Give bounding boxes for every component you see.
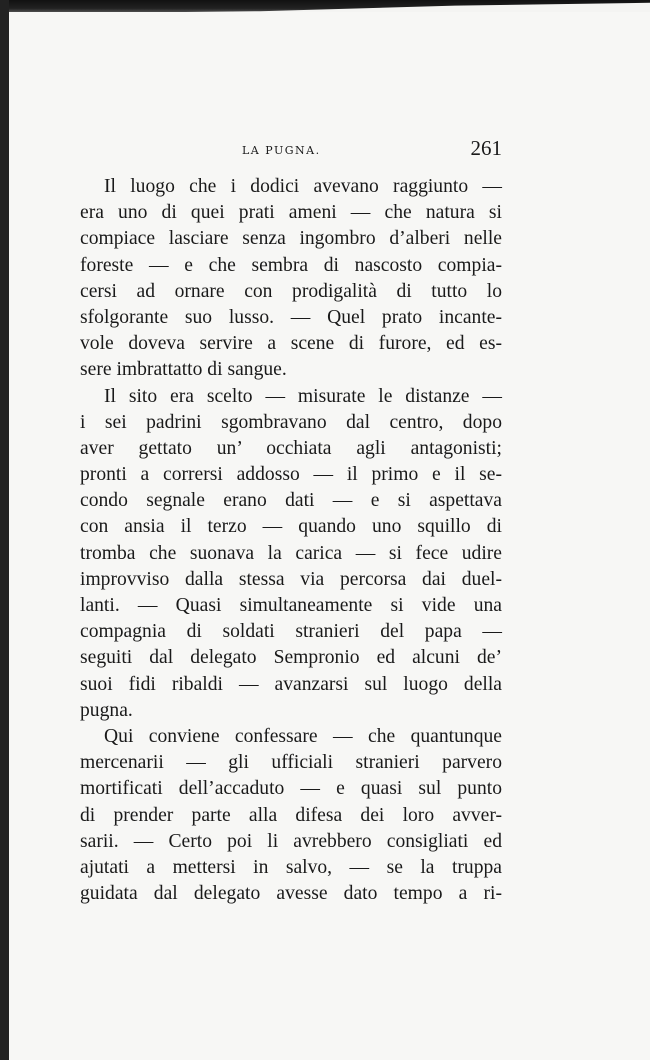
paragraph-1	[80, 174, 502, 384]
paragraph-2	[80, 384, 502, 724]
text-line: aver gettato un’ occhiata agli antagonisti;	[80, 437, 502, 459]
text-line: seguiti dal delegato Sempronio ed alcuni de’	[80, 647, 502, 669]
text-line: suoi fidi ribaldi — avanzarsi sul luogo della	[80, 673, 502, 695]
text-line: Qui conviene confessare — che quantunque	[104, 725, 502, 747]
page-header	[78, 136, 502, 166]
text-line: foreste — e che sembra di nascosto compia-	[80, 254, 502, 276]
scan-left-edge-shadow	[0, 0, 9, 1060]
text-line: tromba che suonava la carica — si fece udire	[80, 542, 502, 564]
text-line: lanti. — Quasi simultaneamente si vide una	[80, 595, 502, 616]
text-line: sfolgorante suo lusso. — Quel prato incante-	[80, 306, 502, 328]
text-line: sarii. — Certo poi li avrebbero consigliati ed	[80, 830, 502, 852]
running-head: LA PUGNA.	[242, 144, 321, 157]
text-line: pronti a corrersi addosso — il primo e il se-	[80, 464, 502, 486]
text-line: i sei padrini sgombravano dal centro, dopo	[80, 411, 502, 433]
text-line: mercenarii — gli ufficiali stranieri parvero	[80, 752, 502, 774]
text-line: di prender parte alla difesa dei loro avver-	[80, 804, 502, 826]
text-line: cersi ad ornare con prodigalità di tutto lo	[80, 280, 502, 302]
text-line: ajutati a mettersi in salvo, — se la truppa	[80, 856, 502, 878]
text-line: compagnia di soldati stranieri del papa —	[80, 621, 502, 643]
text-line: era uno di quei prati ameni — che natura si	[80, 202, 502, 224]
text-line: improvviso dalla stessa via percorsa dai duel-	[80, 568, 502, 590]
text-line: Il luogo che i dodici avevano raggiunto —	[104, 176, 502, 197]
page-number: 261	[470, 136, 502, 160]
text-line: guidata dal delegato avesse dato tempo a ri-	[80, 883, 502, 905]
body-text	[80, 174, 502, 907]
text-line: mortificati dell’accaduto — e quasi sul punto	[80, 778, 502, 800]
text-line: vole doveva servire a scene di furore, ed es-	[80, 333, 502, 355]
text-line: Il sito era scelto — misurate le distanze —	[104, 385, 502, 407]
text-line: condo segnale erano dati — e si aspettava	[80, 490, 502, 512]
text-line: con ansia il terzo — quando uno squillo di	[80, 516, 502, 538]
text-line: pugna.	[80, 699, 133, 721]
paragraph-3	[80, 724, 502, 907]
text-line: compiace lasciare senza ingombro d’alberi nelle	[80, 228, 502, 250]
text-line: sere imbrattatto di sangue.	[80, 359, 287, 381]
